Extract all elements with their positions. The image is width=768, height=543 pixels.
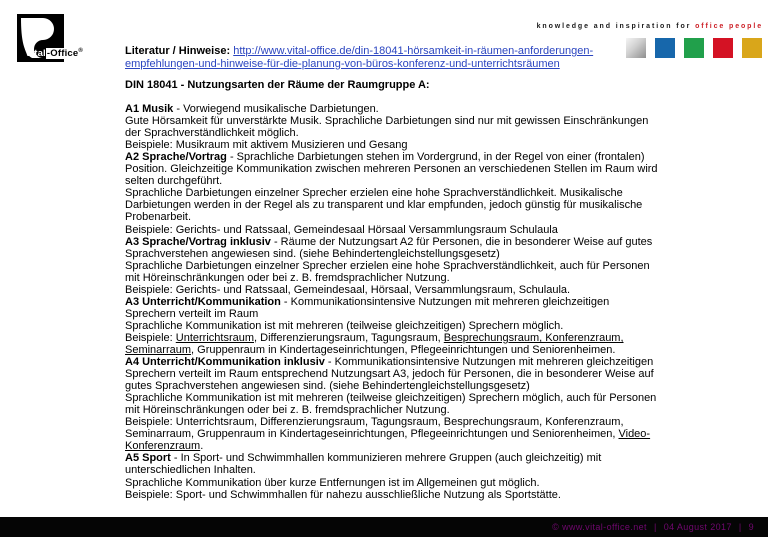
document-title: DIN 18041 - Nutzungsarten der Räume der Raumgruppe A: [125, 79, 430, 91]
logo-text-office: -Office® [46, 48, 84, 60]
text-paragraph [125, 416, 662, 452]
literatur-block [125, 45, 660, 70]
text-run: A5 Sport [125, 452, 171, 465]
text-run: - Kommunikationsintensive Nutzungen mit mehreren gleichzeitigen Sprechern verteilt im Raum entsprechend Nutzungsart A3, jedoch für Personen, die in besonderer Weise auf gutes Sprachverstehen angewiesen sind. (siehe Behindertengleichstellungsgesetz) [125, 356, 654, 393]
text-run: - Räume der Nutzungsart A2 für Personen, die in besonderer Weise auf gutes Sprachverstehen angewiesen sind. (siehe Behindertengleichstellungsgesetz) [125, 235, 653, 260]
text-run: - Vorwiegend musikalische Darbietungen. [173, 103, 379, 116]
text-paragraph [125, 356, 662, 392]
tagline [537, 23, 763, 30]
footer-date: 04 August 2017 [663, 522, 732, 532]
text-run: Sprachliche Darbietungen einzelner Sprecher erzielen eine hohe Sprachverständlichkeit. Musikalische Darbietungen werden in der Regel als zu transparent und klar empfunden, jedoch günstig für musikalische Probenarbeit. [125, 187, 643, 224]
text-paragraph [125, 296, 662, 320]
document-body [125, 103, 662, 501]
logo-wordmark [25, 48, 84, 59]
text-run: Beispiele: Unterrichtsraum, Differenzierungsraum, Tagungsraum, Besprechungsraum, Konferenzraum, Seminarraum, Gruppenraum in Kindertageseinrichtungen, Pflegeeinrichtungen und Seniorenheimen, [125, 416, 624, 441]
text-paragraph [125, 332, 662, 356]
logo-text-vital: Vital [25, 48, 46, 60]
text-run: Beispiele: Gerichts- und Ratssaal, Gemeindesaal Hörsaal Versammlungsraum Schulaula [125, 223, 558, 236]
text-paragraph [125, 320, 662, 332]
text-run: - Kommunikationsintensive Nutzungen mit mehreren gleichzeitigen Sprechern verteilt im Raum [125, 295, 610, 320]
text-paragraph [125, 489, 662, 501]
text-run: Sprachliche Darbietungen einzelner Sprecher erzielen eine hohe Sprachverständlichkeit, auch für Personen mit Höreinschränkungen oder bei z. B. fremdsprachlicher Nutzung. [125, 259, 650, 284]
vital-office-logo [17, 14, 95, 63]
text-run: Unterrichtsraum [175, 331, 255, 344]
registered-mark: ® [78, 48, 84, 54]
text-run: . [200, 440, 204, 453]
text-run: Sprachliche Kommunikation über kurze Entfernungen ist im Allgemeinen gut möglich. [125, 476, 540, 489]
text-paragraph [125, 103, 662, 115]
text-run: Beispiele: Musikraum mit aktivem Musizieren und Gesang [125, 139, 408, 152]
footer-separator: | [653, 522, 657, 532]
brand-square-icon [684, 38, 704, 58]
text-run: Video-Konferenzraum [125, 428, 651, 453]
text-paragraph [125, 477, 662, 489]
footer-separator: | [738, 522, 742, 532]
text-run: Gute Hörsamkeit für unverstärkte Musik. Sprachliche Darbietungen sind nur mit gewissen Einschränkungen der Sprachverständlichkeit möglich. [125, 115, 649, 140]
literatur-label: Literatur / Hinweise: [125, 45, 234, 57]
footer-page-number: 9 [748, 522, 754, 532]
text-paragraph [125, 115, 662, 139]
footer-text [552, 522, 754, 532]
footer-bar [0, 517, 768, 537]
text-run: - In Sport- und Schwimmhallen kommunizieren mehrere Gruppen (auch gleichzeitig) mit unterschiedlichen Inhalten. [125, 452, 602, 477]
text-paragraph [125, 139, 662, 151]
text-paragraph [125, 392, 662, 416]
text-run: - Sprachliche Darbietungen stehen im Vordergrund, in der Regel von einer (frontalen) Position. Gleichzeitige Kommunikation zwischen mehreren Personen an verschiedenen Stellen im Raum wird selten durchgeführt. [125, 151, 658, 188]
text-paragraph [125, 260, 662, 284]
text-run: Besprechungsraum, Konferenzraum, Seminarraum [125, 331, 624, 356]
tagline-black: knowledge and inspiration for [536, 23, 696, 30]
text-paragraph [125, 284, 662, 296]
text-run: A2 Sprache/Vortrag [125, 151, 227, 164]
text-run: A4 Unterricht/Kommunikation inklusiv [125, 356, 325, 369]
text-run: A3 Sprache/Vortrag inklusiv [125, 235, 271, 248]
document-content [125, 79, 662, 501]
literatur-link[interactable]: http://www.vital-office.de/din-18041-hörsamkeit-in-räumen-anforderungen-empfehlungen-und-hinweise-für-die-planung-von-büros-konferenz-und-unterrichtsräumen [125, 45, 594, 70]
text-run: Beispiele: Sport- und Schwimmhallen für nahezu ausschließliche Nutzung als Sportstätte. [125, 488, 561, 501]
text-paragraph [125, 236, 662, 260]
text-paragraph [125, 151, 662, 187]
text-paragraph [125, 187, 662, 223]
brand-square-icon [713, 38, 733, 58]
text-paragraph [125, 452, 662, 476]
text-paragraph [125, 224, 662, 236]
text-run: A1 Musik [125, 103, 174, 116]
tagline-red: office people [695, 23, 763, 30]
text-run: Beispiele: [125, 331, 176, 344]
text-run: Sprachliche Kommunikation ist mit mehreren (teilweise gleichzeitigen) Sprechern möglich. [125, 319, 564, 332]
text-run: Sprachliche Kommunikation ist mit mehreren (teilweise gleichzeitigen) Sprechern möglich, auch für Personen mit Höreinschränkungen oder bei z. B. fremdsprachlicher Nutzung. [125, 392, 657, 417]
text-run: , Differenzierungsraum, Tagungsraum, [254, 331, 444, 344]
brand-square-icon [742, 38, 762, 58]
text-run: A3 Unterricht/Kommunikation [125, 295, 281, 308]
text-run: Beispiele: Gerichts- und Ratssaal, Gemeindesaal, Hörsaal, Versammlungsraum, Schulaula. [125, 283, 571, 296]
text-run: , Gruppenraum in Kindertageseinrichtungen, Pflegeeinrichtungen und Seniorenheimen. [191, 343, 616, 356]
footer-copyright: © www.vital-office.net [552, 522, 647, 532]
